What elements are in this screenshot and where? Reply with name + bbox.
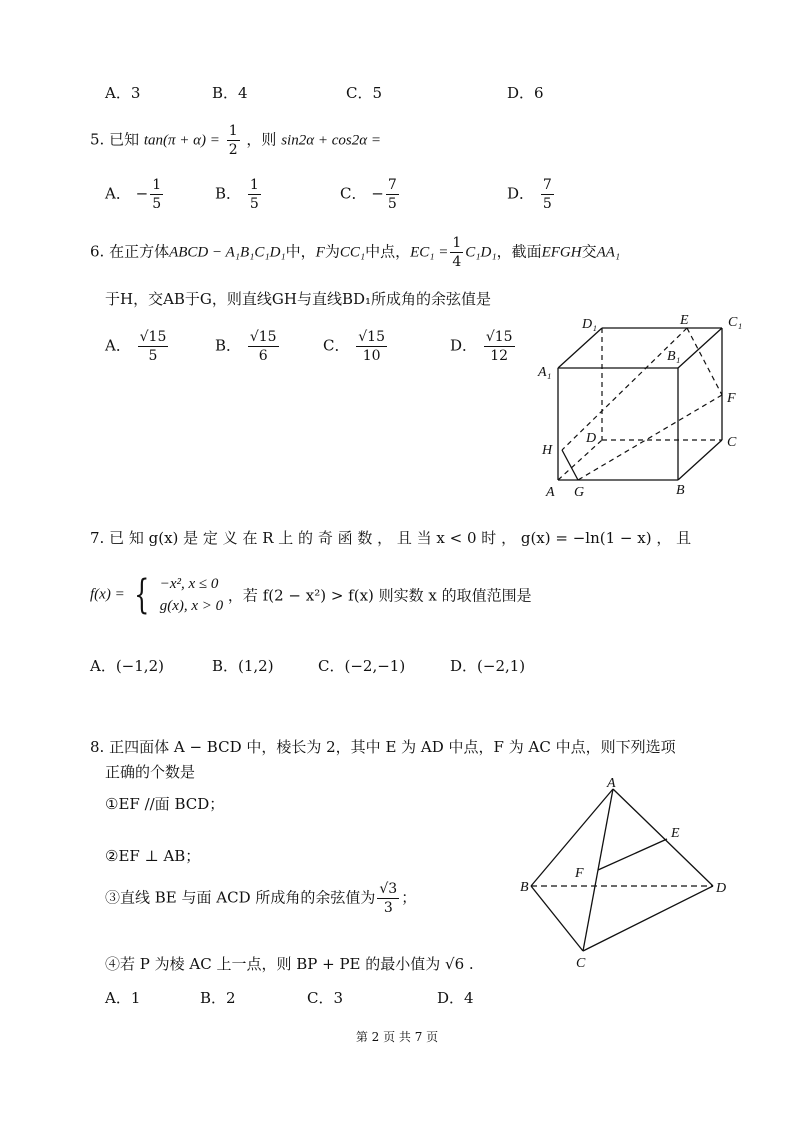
label-d: D <box>586 431 597 446</box>
label-c: C <box>727 435 737 450</box>
q5-expr: tan(π + α) = <box>143 132 220 149</box>
q6-option-d: D． $\frac{√15}{12}$ <box>450 329 513 364</box>
edge-cd <box>583 886 713 951</box>
segment-ef <box>598 839 667 870</box>
q8-statement-1: ①EF //面 BCD； <box>105 795 225 813</box>
label-a1: A₁ <box>538 365 552 380</box>
label-h: H <box>542 443 553 458</box>
q7-piecewise: f(x) = { −x², x ≤ 0 g(x), x > 0 ，若 f(2 − x²) > f(x) 则实数 x 的取值范围是 <box>90 572 532 618</box>
q7-tail: ，若 f(2 − x²) > f(x) 则实数 x 的取值范围是 <box>227 586 532 605</box>
q8-option-b: B．2 <box>200 989 236 1007</box>
q6-stem-line2: 于H，交AB于G，则直线GH与直线BD₁所成角的余弦值是 <box>105 290 492 308</box>
q6-cube-figure <box>530 310 750 500</box>
q4-option-b: B．4 <box>212 84 248 102</box>
edge-ab <box>531 789 613 886</box>
label-c1: C₁ <box>728 315 743 330</box>
label-e: E <box>671 826 680 841</box>
label-b: B <box>676 483 685 498</box>
q5-option-d: D． $\frac{7}{5}$ <box>507 177 552 212</box>
segment-fg <box>578 395 722 480</box>
segment-eh <box>562 328 687 450</box>
label-b: B <box>520 880 529 895</box>
q8-tetrahedron-figure <box>515 775 735 975</box>
label-b1: B₁ <box>667 349 681 364</box>
page-footer: 第 2 页 共 7 页 <box>355 1030 439 1044</box>
label-c: C <box>576 956 586 971</box>
q7-option-c: C．(−2,−1) <box>318 657 406 675</box>
q8-statement-3: ③直线 BE 与面 ACD 所成角的余弦值为 $\frac{√3}{3}$ ； <box>105 881 417 916</box>
segment-hg <box>562 450 578 480</box>
q8-option-c: C．3 <box>307 989 344 1007</box>
edge-bc <box>678 440 722 480</box>
q6-stem-line1: 6. 在正方体ABCD − A₁B₁C₁D₁中，F为CC₁中点，EC₁ = $\frac{1}{4}$ C₁D₁，截面EFGH交AA₁ <box>90 235 621 270</box>
q7-stem-line1: 7. 已 知 g(x) 是 定 义 在 R 上 的 奇 函 数 ， 且 当 x < 0 时 ， g(x) = −ln(1 − x) ， 且 <box>90 529 692 547</box>
label-g: G <box>574 485 585 500</box>
q8-stem-line2: 正确的个数是 <box>105 763 196 781</box>
edge-ad <box>613 789 713 886</box>
q7-case1: −x², x ≤ 0 <box>159 576 219 592</box>
q5-then: ，则 <box>246 130 277 149</box>
label-e: E <box>680 313 689 328</box>
q4-option-c: C．5 <box>346 84 383 102</box>
label-a: A <box>607 776 616 791</box>
q6-option-c: C． $\frac{√15}{10}$ <box>323 329 386 364</box>
label-d1: D₁ <box>582 317 597 332</box>
edge-ad-hidden <box>558 440 602 480</box>
q7-case2: g(x), x > 0 <box>159 598 224 614</box>
q8-stem-line1: 8. 正四面体 A − BCD 中，棱长为 2，其中 E 为 AD 中点，F 为 AC 中点，则下列选项 <box>90 738 676 756</box>
q8-statement-2: ②EF ⊥ AB； <box>105 847 201 865</box>
q7-option-a: A．(−1,2) <box>90 657 164 675</box>
label-f: F <box>575 866 584 881</box>
q4-option-a: A．3 <box>105 84 141 102</box>
q5-option-a: A． − $\frac{1}{5}$ <box>105 177 162 212</box>
q8-option-d: D．4 <box>437 989 474 1007</box>
label-f: F <box>727 391 736 406</box>
q5-option-c: C． − $\frac{7}{5}$ <box>340 177 397 212</box>
edge-bc <box>531 886 583 951</box>
q7-option-d: D．(−2,1) <box>450 657 526 675</box>
q5-option-b: B． $\frac{1}{5}$ <box>215 177 259 212</box>
edge-b1c1 <box>678 328 722 368</box>
q5-prefix: 5. 已知 <box>90 130 140 149</box>
q5-expr2: sin2α + cos2α = <box>281 132 381 149</box>
edge-a1d1 <box>558 328 602 368</box>
q8-option-a: A．1 <box>105 989 141 1007</box>
q4-option-d: D．6 <box>507 84 544 102</box>
q8-statement-4: ④若 P 为棱 AC 上一点，则 BP + PE 的最小值为 √6 . <box>105 955 474 973</box>
q5-stem <box>90 122 381 159</box>
segment-ef <box>687 328 722 395</box>
q5-fraction: $\frac{1}{2}$ <box>228 123 238 158</box>
q7-option-b: B．(1,2) <box>212 657 274 675</box>
label-a: A <box>546 485 555 500</box>
label-d: D <box>716 881 727 896</box>
q6-option-a: A． $\frac{√15}{5}$ <box>105 329 167 364</box>
q6-option-b: B． $\frac{√15}{6}$ <box>215 329 277 364</box>
